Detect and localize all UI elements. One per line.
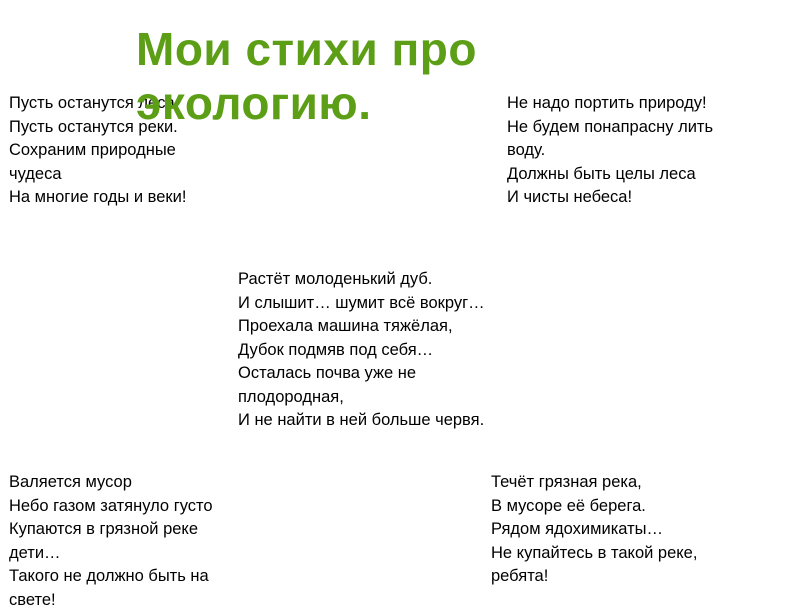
poem-line: Течёт грязная река, [491,471,697,495]
poem-line: И не найти в ней больше червя. [238,409,485,433]
poem-line: Осталась почва уже не [238,362,485,386]
title-line: Мои стихи про [136,23,477,75]
poem-line: В мусоре её берега. [491,495,697,519]
poem-line: Пусть останутся леса, [9,92,186,116]
poem-line: воду. [507,139,713,163]
poem-line: Пусть останутся реки. [9,116,186,140]
poem-dirty-river [491,471,697,589]
poem-line: Купаются в грязной реке [9,518,213,542]
poem-line: Валяется мусор [9,471,213,495]
poem-line: Сохраним природные [9,139,186,163]
poem-line: Не будем понапрасну лить [507,116,713,140]
poem-line: свете! [9,589,213,612]
poem-line: чудеса [9,163,186,187]
poem-line: ребята! [491,565,697,589]
poem-line: Должны быть целы леса [507,163,713,187]
poem-line: И чисты небеса! [507,186,713,210]
poem-line: Такого не должно быть на [9,565,213,589]
poem-line: Небо газом затянуло густо [9,495,213,519]
poem-line: Не купайтесь в такой реке, [491,542,697,566]
poem-line: Проехала машина тяжёлая, [238,315,485,339]
page-title [136,22,536,130]
poem-young-oak [238,268,485,433]
poem-line: Не надо портить природу! [507,92,713,116]
title-line: экологию. [136,77,372,129]
poem-line: На многие годы и веки! [9,186,186,210]
poem-line: плодородная, [238,386,485,410]
poem-line: И слышит… шумит всё вокруг… [238,292,485,316]
poem-line: Дубок подмяв под себя… [238,339,485,363]
poem-line: дети… [9,542,213,566]
poem-line: Рядом ядохимикаты… [491,518,697,542]
poem-garbage [9,471,213,612]
poem-line: Растёт молоденький дуб. [238,268,485,292]
poem-dont-spoil-nature [507,92,713,210]
